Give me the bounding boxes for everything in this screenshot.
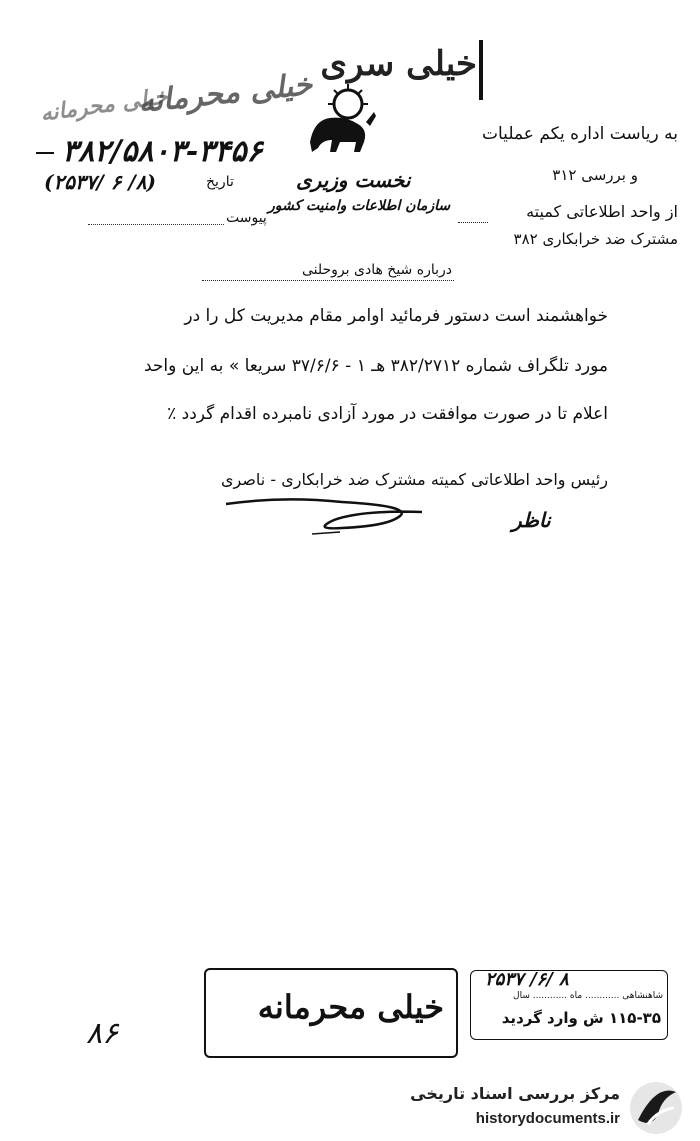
signature-line: رئیس واحد اطلاعاتی کمیته مشترک ضد خرابکاری - ناصری — [220, 470, 608, 489]
subject-underline — [202, 280, 454, 281]
address-review: و بررسی ۳۱۲ — [552, 166, 638, 184]
classification-stamp-text: خیلی محرمانه — [257, 988, 444, 1026]
classification-stamp-top — [28, 40, 483, 127]
number-dash-left — [36, 152, 54, 154]
letter-date: (۲۵۳۷/ ۶ /۸) — [44, 170, 156, 194]
received-date: ۲۵۳۷ /۶/ ۸ — [485, 969, 569, 990]
address-from: از واحد اطلاعاتی کمیته — [526, 202, 678, 221]
body-line-1: خواهشمند است دستور فرمائید اوامر مقام مدیریت کل را در — [184, 306, 608, 326]
watermark-url: historydocuments.ir — [475, 1110, 620, 1127]
classification-top-label: خیلی سری — [320, 44, 477, 84]
archive-logo-icon — [628, 1080, 684, 1136]
received-line2: ۱۱۵-۳۵ ش وارد گردید — [501, 1009, 661, 1027]
classification-stamp-bottom — [204, 968, 458, 1058]
address-to: به ریاست اداره یکم عملیات — [482, 124, 678, 144]
stamp-right-border — [479, 40, 483, 100]
attachment-dotted-line — [88, 224, 224, 225]
page-number: ۸۶ — [86, 1016, 119, 1051]
from-underline — [458, 222, 488, 223]
ministry-seal-line2: سازمان اطلاعات وامنیت کشور — [268, 198, 451, 214]
received-stamp — [470, 970, 668, 1040]
address-from-cont: مشترک ضد خرابکاری ۳۸۲ — [513, 230, 678, 248]
subject-line: درباره شیخ هادی بروحلنی — [301, 262, 452, 278]
signature-scribble-icon — [222, 492, 432, 538]
lion-and-sun-emblem-icon — [300, 82, 380, 160]
received-line1: شاهنشاهی ............ ماه ............ سال — [513, 991, 663, 1001]
watermark-title: مرکز بررسی اسناد تاریخی — [410, 1084, 620, 1103]
signature-initial: ناظر — [512, 508, 551, 532]
attachment-label: پیوست — [226, 210, 267, 226]
letter-date-label: تاریخ — [206, 174, 234, 190]
ministry-seal-line1: نخست وزیری — [296, 168, 411, 192]
handwritten-overprint: خیلی محرمانه — [136, 66, 314, 121]
body-line-3: اعلام تا در صورت موافقت در مورد آزادی نامبرده اقدام گردد ٪ — [167, 404, 608, 424]
letter-number: ۳۸۲/۵۸۰۳-۳۴۵۶ — [62, 134, 263, 169]
body-line-2: مورد تلگراف شماره ۳۸۲/۲۷۱۲ هـ ۱ - ۳۷/۶/۶ سریعا » به این واحد — [144, 356, 608, 376]
handwritten-top-left: خیلی محرمانه — [38, 83, 170, 127]
